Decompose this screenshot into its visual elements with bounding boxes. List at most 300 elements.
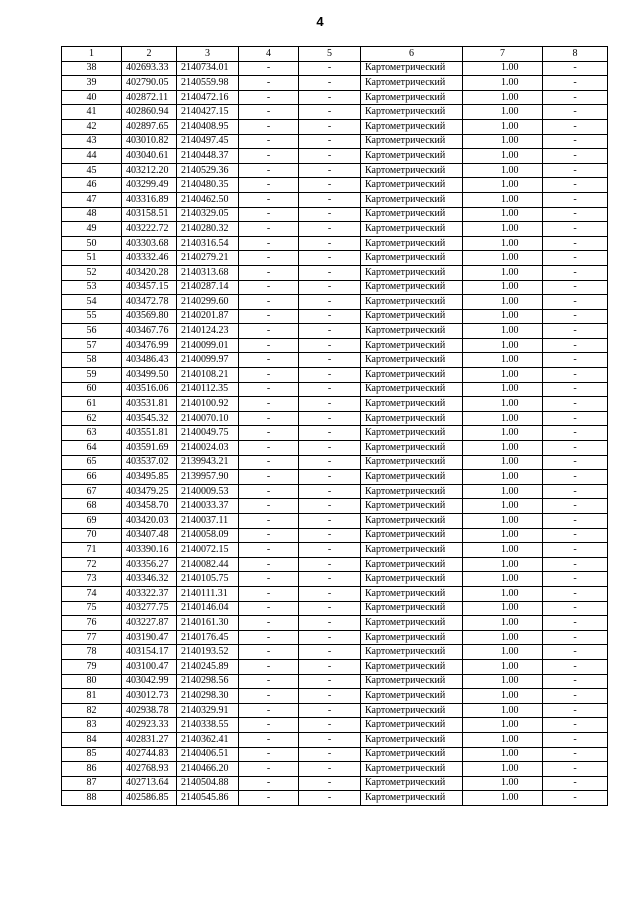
table-cell-col-8: -: [543, 718, 608, 733]
table-cell-col-6: Картометрический: [361, 586, 463, 601]
table-cell-col-8: -: [543, 251, 608, 266]
table-cell-col-5: -: [299, 280, 361, 295]
table-cell-col-5: -: [299, 572, 361, 587]
table-cell-col-6: Картометрический: [361, 762, 463, 777]
table-cell-col-3: 2140480.35: [177, 178, 239, 193]
table-cell-col-5: -: [299, 163, 361, 178]
table-cell-col-3: 2140298.30: [177, 689, 239, 704]
table-cell-col-7: 1.00: [463, 411, 543, 426]
table-cell-col-1: 68: [62, 499, 122, 514]
table-cell-col-5: -: [299, 236, 361, 251]
table-cell-col-2: 402897.65: [122, 119, 177, 134]
table-cell-col-8: -: [543, 207, 608, 222]
table-cell-col-2: 402744.83: [122, 747, 177, 762]
table-cell-col-6: Картометрический: [361, 192, 463, 207]
table-cell-col-8: -: [543, 703, 608, 718]
table-row: [62, 543, 608, 558]
table-cell-col-6: Картометрический: [361, 411, 463, 426]
table-row: [62, 499, 608, 514]
column-header-6: 6: [361, 47, 463, 62]
table-cell-col-3: 2140161.30: [177, 616, 239, 631]
table-row: [62, 616, 608, 631]
table-cell-col-8: -: [543, 484, 608, 499]
table-cell-col-2: 403390.16: [122, 543, 177, 558]
table-cell-col-2: 403042.99: [122, 674, 177, 689]
table-cell-col-7: 1.00: [463, 382, 543, 397]
table-cell-col-7: 1.00: [463, 295, 543, 310]
table-cell-col-8: -: [543, 762, 608, 777]
table-cell-col-6: Картометрический: [361, 76, 463, 91]
table-cell-col-8: -: [543, 178, 608, 193]
table-cell-col-6: Картометрический: [361, 295, 463, 310]
table-cell-col-4: -: [239, 295, 299, 310]
table-cell-col-2: 402923.33: [122, 718, 177, 733]
table-cell-col-7: 1.00: [463, 455, 543, 470]
table-cell-col-6: Картометрический: [361, 543, 463, 558]
table-cell-col-6: Картометрический: [361, 207, 463, 222]
table-cell-col-4: -: [239, 397, 299, 412]
table-cell-col-7: 1.00: [463, 484, 543, 499]
table-cell-col-3: 2140329.91: [177, 703, 239, 718]
table-cell-col-7: 1.00: [463, 163, 543, 178]
table-cell-col-7: 1.00: [463, 90, 543, 105]
table-cell-col-6: Картометрический: [361, 178, 463, 193]
table-cell-col-4: -: [239, 543, 299, 558]
table-cell-col-2: 403569.80: [122, 309, 177, 324]
table-cell-col-5: -: [299, 616, 361, 631]
table-cell-col-6: Картометрический: [361, 703, 463, 718]
table-cell-col-3: 2140279.21: [177, 251, 239, 266]
table-cell-col-3: 2140529.36: [177, 163, 239, 178]
table-cell-col-2: 403154.17: [122, 645, 177, 660]
table-cell-col-2: 403158.51: [122, 207, 177, 222]
table-cell-col-7: 1.00: [463, 309, 543, 324]
table-cell-col-6: Картометрический: [361, 470, 463, 485]
table-cell-col-8: -: [543, 791, 608, 806]
table-cell-col-3: 2140049.75: [177, 426, 239, 441]
table-cell-col-4: -: [239, 703, 299, 718]
table-cell-col-4: -: [239, 791, 299, 806]
table-cell-col-7: 1.00: [463, 105, 543, 120]
table-cell-col-5: -: [299, 484, 361, 499]
table-cell-col-7: 1.00: [463, 499, 543, 514]
table-cell-col-5: -: [299, 353, 361, 368]
table-row: [62, 236, 608, 251]
table-cell-col-7: 1.00: [463, 470, 543, 485]
column-header-5: 5: [299, 47, 361, 62]
table-row: [62, 324, 608, 339]
table-cell-col-6: Картометрический: [361, 353, 463, 368]
table-cell-col-4: -: [239, 645, 299, 660]
table-cell-col-1: 50: [62, 236, 122, 251]
table-cell-col-4: -: [239, 528, 299, 543]
table-cell-col-2: 402693.33: [122, 61, 177, 76]
column-header-8: 8: [543, 47, 608, 62]
table-cell-col-4: -: [239, 557, 299, 572]
table-cell-col-2: 403458.70: [122, 499, 177, 514]
table-cell-col-3: 2140504.88: [177, 776, 239, 791]
table-cell-col-8: -: [543, 76, 608, 91]
table-cell-col-5: -: [299, 762, 361, 777]
table-row: [62, 441, 608, 456]
page-number: 4: [316, 14, 324, 29]
table-cell-col-7: 1.00: [463, 119, 543, 134]
table-cell-col-4: -: [239, 776, 299, 791]
table-cell-col-8: -: [543, 747, 608, 762]
table-cell-col-5: -: [299, 397, 361, 412]
table-row: [62, 382, 608, 397]
table-cell-col-1: 64: [62, 441, 122, 456]
table-cell-col-1: 70: [62, 528, 122, 543]
table-cell-col-7: 1.00: [463, 732, 543, 747]
table-cell-col-7: 1.00: [463, 134, 543, 149]
table-cell-col-6: Картометрический: [361, 105, 463, 120]
table-cell-col-5: -: [299, 90, 361, 105]
table-cell-col-6: Картометрический: [361, 149, 463, 164]
table-cell-col-4: -: [239, 192, 299, 207]
table-cell-col-8: -: [543, 368, 608, 383]
table-cell-col-3: 2140462.50: [177, 192, 239, 207]
table-cell-col-8: -: [543, 222, 608, 237]
table-cell-col-5: -: [299, 134, 361, 149]
table-cell-col-8: -: [543, 90, 608, 105]
table-cell-col-2: 403190.47: [122, 630, 177, 645]
table-cell-col-4: -: [239, 338, 299, 353]
table-cell-col-2: 403356.27: [122, 557, 177, 572]
table-row: [62, 119, 608, 134]
table-cell-col-3: 2140287.14: [177, 280, 239, 295]
table-cell-col-7: 1.00: [463, 353, 543, 368]
table-cell-col-2: 402768.93: [122, 762, 177, 777]
table-cell-col-8: -: [543, 61, 608, 76]
table-cell-col-5: -: [299, 791, 361, 806]
table-cell-col-2: 403277.75: [122, 601, 177, 616]
table-cell-col-3: 2140245.89: [177, 659, 239, 674]
table-cell-col-1: 47: [62, 192, 122, 207]
table-cell-col-7: 1.00: [463, 149, 543, 164]
table-cell-col-3: 2140298.56: [177, 674, 239, 689]
table-cell-col-5: -: [299, 76, 361, 91]
table-cell-col-1: 88: [62, 791, 122, 806]
table-cell-col-3: 2140280.32: [177, 222, 239, 237]
table-cell-col-5: -: [299, 382, 361, 397]
table-cell-col-5: -: [299, 61, 361, 76]
table-cell-col-3: 2140082.44: [177, 557, 239, 572]
table-cell-col-7: 1.00: [463, 645, 543, 660]
table-row: [62, 689, 608, 704]
table-cell-col-4: -: [239, 426, 299, 441]
column-header-4: 4: [239, 47, 299, 62]
table-cell-col-5: -: [299, 645, 361, 660]
table-cell-col-8: -: [543, 674, 608, 689]
table-header-row: [62, 47, 608, 62]
table-cell-col-3: 2140033.37: [177, 499, 239, 514]
table-cell-col-4: -: [239, 236, 299, 251]
table-cell-col-1: 83: [62, 718, 122, 733]
table-cell-col-5: -: [299, 674, 361, 689]
table-cell-col-2: 403499.50: [122, 368, 177, 383]
table-cell-col-4: -: [239, 178, 299, 193]
table-cell-col-3: 2140497.45: [177, 134, 239, 149]
column-header-3: 3: [177, 47, 239, 62]
table-cell-col-4: -: [239, 455, 299, 470]
table-cell-col-5: -: [299, 601, 361, 616]
table-cell-col-7: 1.00: [463, 441, 543, 456]
table-cell-col-6: Картометрический: [361, 630, 463, 645]
table-cell-col-7: 1.00: [463, 791, 543, 806]
table-cell-col-7: 1.00: [463, 616, 543, 631]
table-cell-col-8: -: [543, 324, 608, 339]
table-cell-col-1: 77: [62, 630, 122, 645]
table-cell-col-6: Картометрический: [361, 397, 463, 412]
table-row: [62, 149, 608, 164]
table-cell-col-8: -: [543, 499, 608, 514]
table-cell-col-8: -: [543, 455, 608, 470]
table-cell-col-6: Картометрический: [361, 718, 463, 733]
table-row: [62, 718, 608, 733]
table-cell-col-4: -: [239, 76, 299, 91]
table-cell-col-3: 2140100.92: [177, 397, 239, 412]
table-cell-col-1: 81: [62, 689, 122, 704]
table-cell-col-3: 2140112.35: [177, 382, 239, 397]
table-cell-col-4: -: [239, 630, 299, 645]
table-cell-col-5: -: [299, 557, 361, 572]
table-cell-col-1: 76: [62, 616, 122, 631]
table-cell-col-3: 2140009.53: [177, 484, 239, 499]
table-cell-col-5: -: [299, 411, 361, 426]
table-cell-col-1: 41: [62, 105, 122, 120]
table-cell-col-4: -: [239, 222, 299, 237]
table-cell-col-8: -: [543, 411, 608, 426]
table-cell-col-7: 1.00: [463, 776, 543, 791]
table-cell-col-1: 67: [62, 484, 122, 499]
table-cell-col-5: -: [299, 455, 361, 470]
table-cell-col-5: -: [299, 718, 361, 733]
table-cell-col-3: 2140338.55: [177, 718, 239, 733]
table-cell-col-7: 1.00: [463, 630, 543, 645]
table-cell-col-8: -: [543, 280, 608, 295]
table-cell-col-4: -: [239, 324, 299, 339]
table-cell-col-8: -: [543, 557, 608, 572]
table-cell-col-1: 66: [62, 470, 122, 485]
table-cell-col-4: -: [239, 689, 299, 704]
table-row: [62, 659, 608, 674]
table-cell-col-4: -: [239, 119, 299, 134]
table-cell-col-2: 402872.11: [122, 90, 177, 105]
table-cell-col-1: 78: [62, 645, 122, 660]
table-cell-col-1: 63: [62, 426, 122, 441]
table-cell-col-8: -: [543, 236, 608, 251]
table-cell-col-4: -: [239, 616, 299, 631]
table-cell-col-6: Картометрический: [361, 309, 463, 324]
table-cell-col-7: 1.00: [463, 586, 543, 601]
table-cell-col-2: 403222.72: [122, 222, 177, 237]
table-cell-col-6: Картометрический: [361, 119, 463, 134]
table-cell-col-6: Картометрический: [361, 645, 463, 660]
table-cell-col-2: 403212.20: [122, 163, 177, 178]
table-cell-col-3: 2140072.15: [177, 543, 239, 558]
table-cell-col-8: -: [543, 601, 608, 616]
table-cell-col-7: 1.00: [463, 338, 543, 353]
table-cell-col-1: 72: [62, 557, 122, 572]
table-cell-col-1: 74: [62, 586, 122, 601]
table-cell-col-6: Картометрический: [361, 338, 463, 353]
table-cell-col-2: 403591.69: [122, 441, 177, 456]
table-cell-col-3: 2140176.45: [177, 630, 239, 645]
table-cell-col-5: -: [299, 543, 361, 558]
table-cell-col-4: -: [239, 207, 299, 222]
table-row: [62, 732, 608, 747]
table-cell-col-8: -: [543, 382, 608, 397]
table-cell-col-1: 56: [62, 324, 122, 339]
table-cell-col-6: Картометрический: [361, 791, 463, 806]
table-cell-col-7: 1.00: [463, 659, 543, 674]
table-cell-col-7: 1.00: [463, 426, 543, 441]
table-cell-col-4: -: [239, 105, 299, 120]
table-cell-col-8: -: [543, 514, 608, 529]
table-cell-col-5: -: [299, 689, 361, 704]
table-cell-col-1: 69: [62, 514, 122, 529]
table-row: [62, 397, 608, 412]
table-cell-col-3: 2140408.95: [177, 119, 239, 134]
table-cell-col-3: 2140146.04: [177, 601, 239, 616]
table-row: [62, 703, 608, 718]
table-cell-col-7: 1.00: [463, 703, 543, 718]
table-cell-col-8: -: [543, 134, 608, 149]
table-cell-col-8: -: [543, 586, 608, 601]
table-cell-col-3: 2140201.87: [177, 309, 239, 324]
table-cell-col-5: -: [299, 324, 361, 339]
table-row: [62, 791, 608, 806]
table-cell-col-7: 1.00: [463, 324, 543, 339]
table-cell-col-5: -: [299, 630, 361, 645]
table-cell-col-5: -: [299, 441, 361, 456]
table-cell-col-4: -: [239, 484, 299, 499]
table-cell-col-1: 42: [62, 119, 122, 134]
table-cell-col-6: Картометрический: [361, 222, 463, 237]
table-cell-col-6: Картометрический: [361, 484, 463, 499]
table-cell-col-1: 62: [62, 411, 122, 426]
table-row: [62, 134, 608, 149]
table-row: [62, 674, 608, 689]
table-cell-col-1: 44: [62, 149, 122, 164]
table-cell-col-1: 73: [62, 572, 122, 587]
table-cell-col-6: Картометрический: [361, 601, 463, 616]
table-cell-col-1: 86: [62, 762, 122, 777]
table-cell-col-6: Картометрический: [361, 572, 463, 587]
table-cell-col-3: 2140058.09: [177, 528, 239, 543]
table-cell-col-5: -: [299, 703, 361, 718]
table-cell-col-4: -: [239, 586, 299, 601]
table-row: [62, 265, 608, 280]
table-cell-col-6: Картометрический: [361, 324, 463, 339]
table-row: [62, 528, 608, 543]
table-cell-col-4: -: [239, 762, 299, 777]
table-cell-col-6: Картометрический: [361, 689, 463, 704]
table-cell-col-5: -: [299, 207, 361, 222]
table-cell-col-1: 79: [62, 659, 122, 674]
table-cell-col-3: 2140299.60: [177, 295, 239, 310]
table-cell-col-4: -: [239, 470, 299, 485]
table-cell-col-2: 402586.85: [122, 791, 177, 806]
table-row: [62, 514, 608, 529]
table-cell-col-1: 60: [62, 382, 122, 397]
column-header-7: 7: [463, 47, 543, 62]
table-cell-col-7: 1.00: [463, 601, 543, 616]
table-cell-col-4: -: [239, 134, 299, 149]
table-cell-col-1: 40: [62, 90, 122, 105]
table-cell-col-5: -: [299, 149, 361, 164]
table-cell-col-5: -: [299, 732, 361, 747]
table-cell-col-3: 2140466.20: [177, 762, 239, 777]
table-cell-col-4: -: [239, 514, 299, 529]
table-cell-col-1: 49: [62, 222, 122, 237]
table-cell-col-2: 403420.28: [122, 265, 177, 280]
table-cell-col-1: 71: [62, 543, 122, 558]
table-cell-col-8: -: [543, 149, 608, 164]
table-cell-col-8: -: [543, 689, 608, 704]
table-cell-col-2: 403545.32: [122, 411, 177, 426]
coordinates-table: [61, 46, 608, 806]
table-cell-col-3: 2140448.37: [177, 149, 239, 164]
table-row: [62, 222, 608, 237]
table-cell-col-3: 2140193.52: [177, 645, 239, 660]
table-cell-col-3: 2140559.98: [177, 76, 239, 91]
table-cell-col-3: 2140111.31: [177, 586, 239, 601]
table-cell-col-4: -: [239, 659, 299, 674]
table-row: [62, 61, 608, 76]
table-cell-col-6: Картометрический: [361, 659, 463, 674]
table-cell-col-8: -: [543, 470, 608, 485]
table-cell-col-5: -: [299, 178, 361, 193]
table-cell-col-4: -: [239, 309, 299, 324]
table-cell-col-8: -: [543, 630, 608, 645]
table-row: [62, 90, 608, 105]
table-cell-col-8: -: [543, 426, 608, 441]
table-cell-col-7: 1.00: [463, 368, 543, 383]
table-cell-col-7: 1.00: [463, 236, 543, 251]
table-row: [62, 280, 608, 295]
table-cell-col-6: Картометрический: [361, 163, 463, 178]
table-cell-col-1: 46: [62, 178, 122, 193]
table-cell-col-2: 402938.78: [122, 703, 177, 718]
table-cell-col-1: 82: [62, 703, 122, 718]
table-cell-col-5: -: [299, 295, 361, 310]
table-cell-col-3: 2140099.01: [177, 338, 239, 353]
table-cell-col-5: -: [299, 105, 361, 120]
table-cell-col-3: 2139943.21: [177, 455, 239, 470]
table-cell-col-4: -: [239, 499, 299, 514]
table-row: [62, 163, 608, 178]
table-cell-col-6: Картометрический: [361, 455, 463, 470]
table-cell-col-5: -: [299, 368, 361, 383]
table-cell-col-4: -: [239, 280, 299, 295]
table-cell-col-5: -: [299, 192, 361, 207]
table-cell-col-5: -: [299, 747, 361, 762]
table-row: [62, 470, 608, 485]
table-row: [62, 630, 608, 645]
table-cell-col-1: 43: [62, 134, 122, 149]
table-cell-col-2: 403012.73: [122, 689, 177, 704]
table-cell-col-6: Картометрический: [361, 441, 463, 456]
table-row: [62, 557, 608, 572]
table-cell-col-7: 1.00: [463, 280, 543, 295]
table-cell-col-8: -: [543, 119, 608, 134]
table-cell-col-6: Картометрический: [361, 674, 463, 689]
table-cell-col-2: 403495.85: [122, 470, 177, 485]
table-cell-col-8: -: [543, 616, 608, 631]
table-cell-col-4: -: [239, 441, 299, 456]
